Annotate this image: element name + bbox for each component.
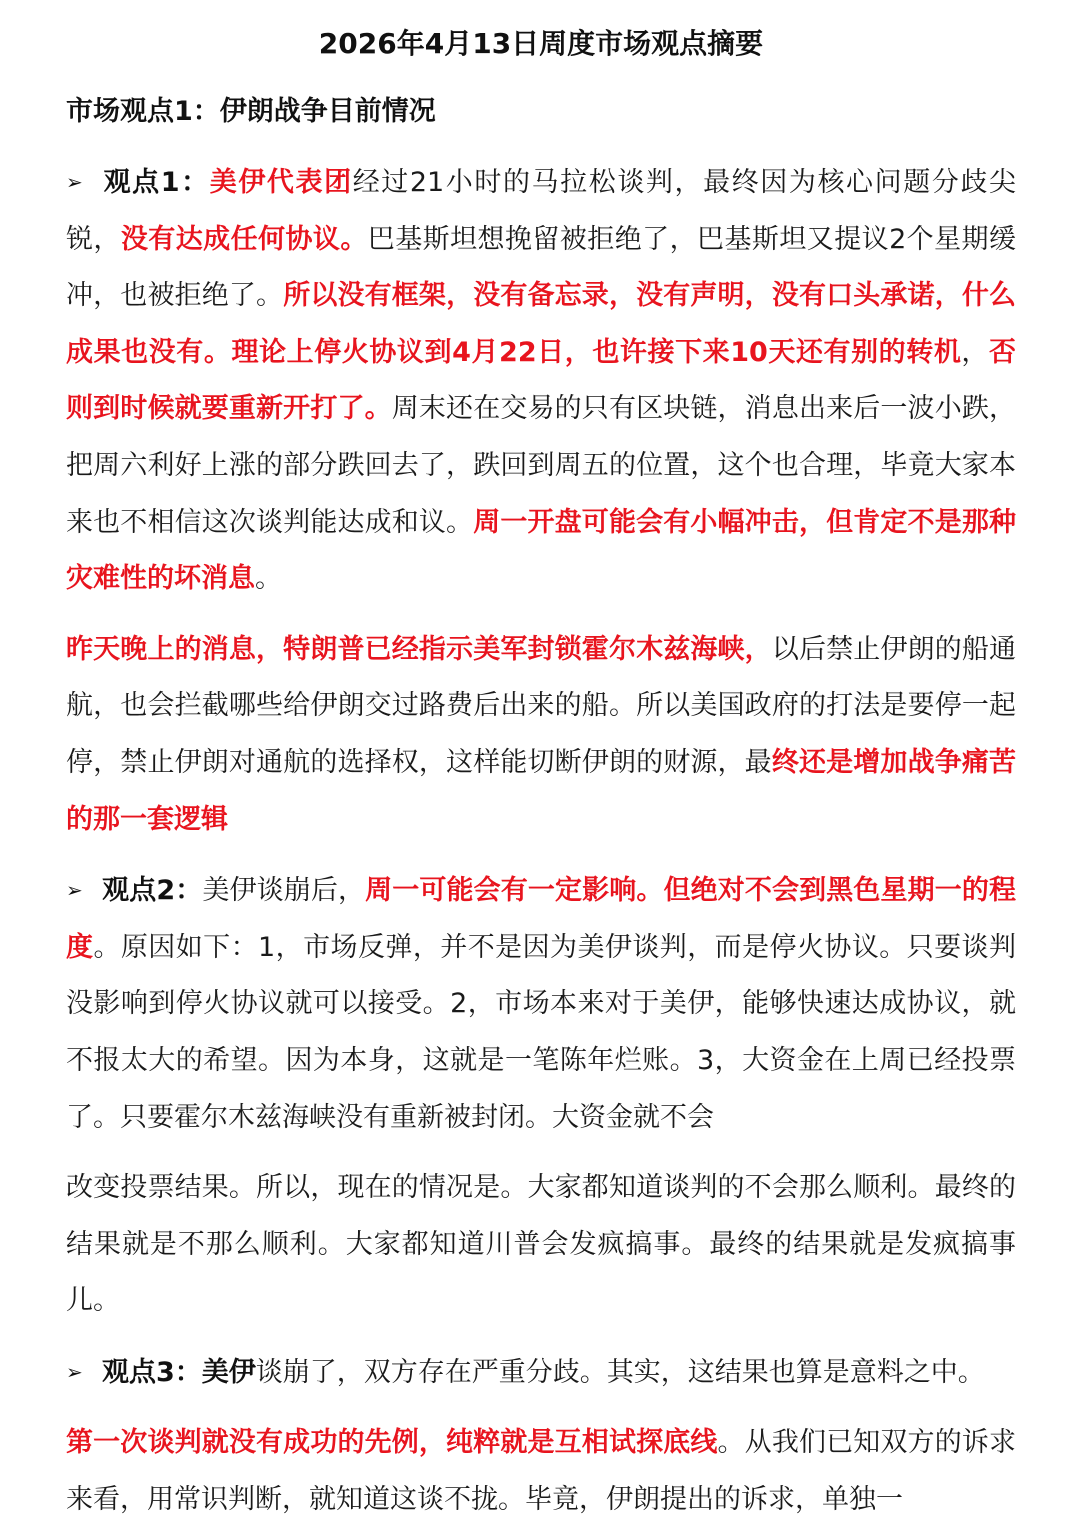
point-2-label: 观点2：: [102, 875, 203, 907]
point-2-highlight: 周一可能会有一定影响。但绝对不会到黑色星期一的程度: [66, 875, 1016, 963]
point-1-highlight-2: 没有达成任何协议。: [120, 223, 368, 255]
point-1-text-4: 周末还在交易的只有区块链，消息出来后一波小跌，把周六利好上涨的部分跌回去了，跌回到周五的位置，这个也合理，毕竟大家本来也不相信这次谈判能达成和议。: [66, 393, 1016, 538]
point-2-continuation: [66, 1160, 1016, 1330]
point-3-label: 观点3：: [102, 1356, 202, 1388]
arrow-bullet-icon: ➢: [66, 878, 83, 903]
point-1-paragraph: [66, 154, 1016, 608]
arrow-bullet-icon: ➢: [66, 170, 83, 194]
blockade-text: 以后禁止伊朗的船通航，也会拦截哪些给伊朗交过路费后出来的船。所以美国政府的打法是要停一起停，禁止伊朗对通航的选择权，这样能切断伊朗的财源，最: [66, 633, 1017, 778]
point-1-text-3: ，: [961, 336, 989, 368]
point-3-text: 谈崩了，双方存在严重分歧。其实，这结果也算是意料之中。: [255, 1356, 985, 1388]
negotiation-paragraph: [66, 1415, 1016, 1528]
point-1-highlight-1: 美伊代表团: [209, 167, 353, 198]
negotiation-text: 。从我们已知双方的诉求来看，用常识判断，就知道这谈不拢。毕竟，伊朗提出的诉求，单独一: [66, 1427, 1017, 1516]
point-2-text-3: 改变投票结果。所以，现在的情况是。大家都知道谈判的不会那么顺利。最终的结果就是不那么顺利。大家都知道川普会发疯搞事。最终的结果就是发疯搞事儿。: [66, 1172, 1016, 1317]
blockade-highlight-1: 昨天晚上的消息，特朗普已经指示美军封锁霍尔木兹海峡，: [66, 633, 772, 665]
point-1-text-5: 。: [255, 563, 282, 595]
point-2-paragraph: [66, 862, 1016, 1146]
point-2-text-2: 。原因如下：1，市场反弹，并不是因为美伊谈判，而是停火协议。只要谈判没影响到停火协议就可以接受。2，市场本来对于美伊，能够快速达成协议，就不报太大的希望。因为本身，这就是一笔陈年烂账。3，大资金在上周已经投票了。只要霍尔木兹海峡没有重新被封闭。大资金就不会: [66, 931, 1016, 1133]
document-title: 2026年4月13日周度市场观点摘要: [318, 27, 764, 60]
point-1-text-2: 巴基斯坦想挽留被拒绝了，巴基斯坦又提议2个星期缓冲，也被拒绝了。: [66, 223, 1016, 312]
point-1-text-1: 经过21小时的马拉松谈判，最终因为核心问题分歧尖锐，: [66, 167, 1016, 255]
section-heading: 市场观点1：伊朗战争目前情况: [66, 96, 436, 127]
point-1-label: 观点1：: [102, 167, 210, 198]
point-3-bold-text: 美伊: [201, 1356, 256, 1388]
point-1-highlight-4: 否则到时候就要重新开打了。: [66, 336, 1016, 425]
arrow-bullet-icon: ➢: [66, 1359, 83, 1384]
blockade-highlight-2: 终还是增加战争痛苦的那一套逻辑: [66, 746, 1017, 835]
point-3-paragraph: [66, 1344, 1016, 1402]
point-1-highlight-5: 周一开盘可能会有小幅冲击，但肯定不是那种灾难性的坏消息: [66, 506, 1017, 595]
point-2-text-1: 美伊谈崩后，: [202, 875, 366, 907]
blockade-paragraph: [66, 622, 1016, 848]
negotiation-highlight: 第一次谈判就没有成功的先例，纯粹就是互相试探底线: [66, 1427, 718, 1459]
point-1-highlight-3: 所以没有框架，没有备忘录，没有声明，没有口头承诺，什么成果也没有。理论上停火协议到4月22日，也许接下来10天还有别的转机: [66, 280, 1017, 368]
